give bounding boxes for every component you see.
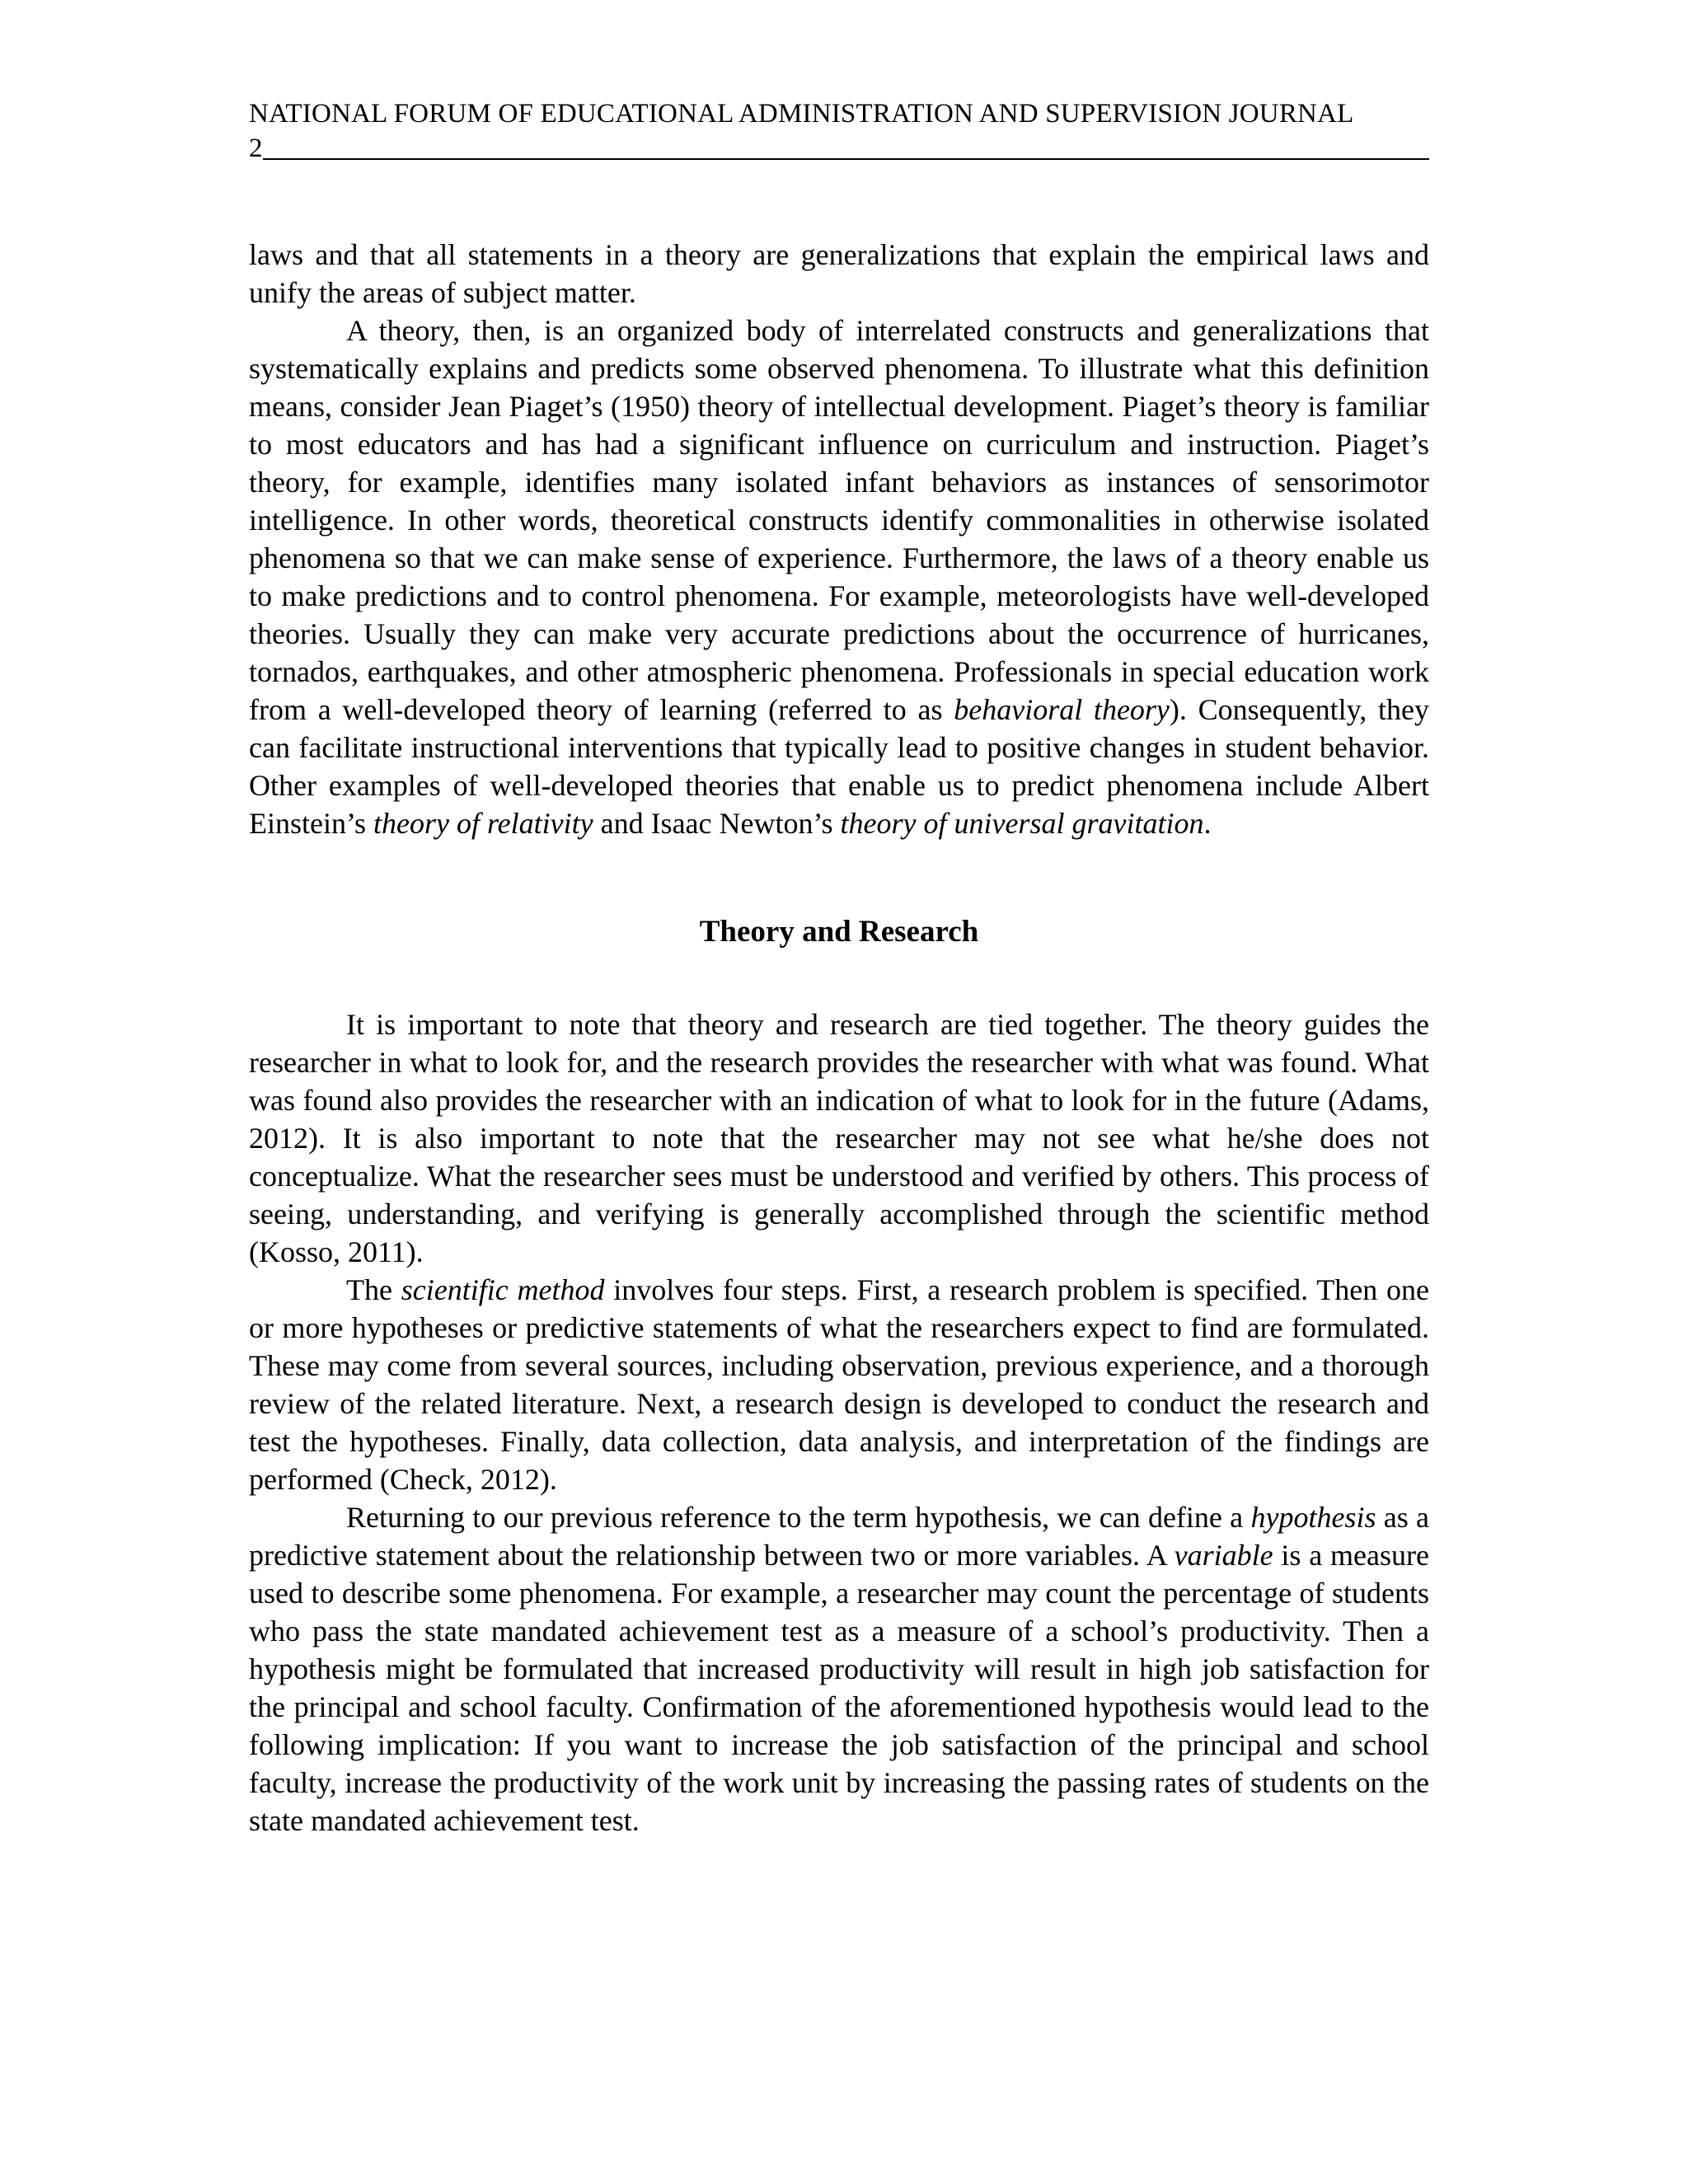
paragraph-text: is a measure used to describe some phenomena. For example, a researcher may count the percentage of students who pass the state mandated achievement test as a measure of a school’s productivity. Then a hypothesis might be formulated that increased productivity will result in high job satisfaction for the principal and school faculty. Confirmation of the aforementioned hypothesis would lead to the following implication: If you want to increase the job satisfaction of the principal and school faculty, increase the productivity of the work unit by increasing the passing rates of students on the state mandated achievement test. [249,1539,1429,1837]
header-underline [263,158,1429,160]
paragraph-scientific-method [249,1271,1429,1498]
italic-term: behavioral theory [954,693,1170,726]
journal-title: NATIONAL FORUM OF EDUCATIONAL ADMINISTRATION AND SUPERVISION JOURNAL [249,99,1354,129]
italic-term: theory of relativity [373,807,593,840]
paragraph-theory-definition [249,312,1429,842]
paragraph-continuation [249,236,1429,312]
paragraph-text: . [1203,807,1212,840]
paragraph-text: involves four steps. First, a research problem is specified. Then one or more hypotheses or predictive statements of what the researchers expect to find are formulated. These may come from several sources, including observation, previous experience, and a thorough review of the related literature. Next, a research design is developed to conduct the research and test the hypotheses. Finally, data collection, data analysis, and interpretation of the findings are performed (Check, 2012). [249,1273,1430,1496]
header-rule-line [249,130,1429,163]
body-text [249,236,1429,1840]
italic-term: scientific method [401,1273,605,1306]
section-heading: Theory and Research [699,915,979,949]
paragraph-text: It is important to note that theory and research are tied together. The theory guides the researcher in what to look for, and the research provides the researcher with what was found. What was found also provides the researcher with an indication of what to look for in the future (Adams, 2012). It is also important to note that the researcher may not see what he/she does not conceptualize. What the researcher sees must be understood and verified by others. This process of seeing, understanding, and verifying is generally accomplished through the scientific method (Kosso, 2011). [249,1008,1429,1268]
paragraph-text: ). Consequently, they can facilitate instructional interventions that typically lead to positive changes in student behavior. Other examples of well-developed theories that enable us to predict phenomena include Albert Einstein’s [249,693,1429,840]
italic-term: variable [1174,1539,1273,1572]
paragraph-text: as a predictive statement about the relationship between two or more variables. A [249,1501,1430,1572]
paragraph-theory-research [249,1005,1429,1271]
running-header [249,97,1429,163]
paragraph-text: Returning to our previous reference to the term hypothesis, we can define a [346,1501,1251,1534]
italic-term: theory of universal gravitation [840,807,1204,840]
italic-term: hypothesis [1250,1501,1376,1534]
page-number: 2 [249,134,263,163]
paragraph-text: A theory, then, is an organized body of interrelated constructs and generalizations that systematically explains and predicts some observed phenomena. To illustrate what this definition means, consider Jean Piaget’s (1950) theory of intellectual development. Piaget’s theory is familiar to most educators and has had a significant influence on curriculum and instruction. Piaget’s theory, for example, identifies many isolated infant behaviors as instances of sensorimotor intelligence. In other words, theoretical constructs identify commonalities in otherwise isolated phenomena so that we can make sense of experience. Furthermore, the laws of a theory enable us to make predictions and to control phenomena. For example, meteorologists have well-developed theories. Usually they can make very accurate predictions about the occurrence of hurricanes, tornados, earthquakes, and other atmospheric phenomena. Professionals in special education work from a well-developed theory of learning (referred to as [249,314,1429,726]
paragraph-text: laws and that all statements in a theory are generalizations that explain the empirical laws and unify the areas of subject matter. [249,238,1429,309]
paragraph-text: and Isaac Newton’s [593,807,841,840]
paragraph-hypothesis [249,1498,1429,1840]
paragraph-text: The [346,1273,401,1306]
